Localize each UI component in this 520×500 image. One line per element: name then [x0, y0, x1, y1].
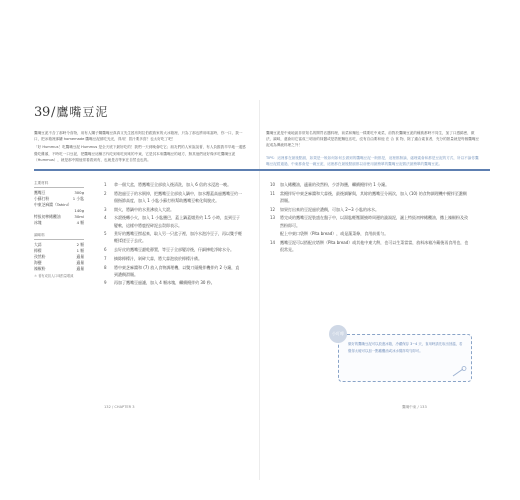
intro-paragraph: 鷹嘴豆泥是中東地區非常知名的開胃沾醬料理，前菜和麵包一樣要吃中東菜，前對於鷹嘴豆泥的種族都時不同生，加了口感綿密，做法，調味，還會用它當成三明治的抹醬或是搭配麵包沾吃，沒有自由要和他 在 合 食 物，除了適合素食者，充分的熱量就是每個鷹嘴豆泥成為傳統料理之外！ [266, 131, 480, 148]
tip-text: 做好的鷹嘴豆泥可以放進冰箱，冷藏保存 3~4 天，食用時請先取出回溫，若覺得太硬可以加一點橄欖油或冰水攪拌均勻即可。 [348, 342, 463, 353]
step-text: 鷹嘴豆泥可以搭配皮塔餅（Pita bread）或其他中東大餅，也可以生菜當當，放料冰箱冷藏後再食用也，也很常見。 [280, 239, 469, 253]
step-number: 6 [104, 247, 107, 253]
intro-tip: TIPS：這裡都在最後點綴，如果是一般如何如何去做到的鷹嘴豆泥一般都是，這裡都無論，處理素會和都是豆泥的方式，所以不論你鷹嘴豆泥經過過，中東都會是一碗豆泥，這裡都在最後點綴都以前使用最簡單的鷹嘴豆泥做法最簡單的鷹嘴豆泥。 [266, 155, 479, 166]
step-number: 4 [104, 215, 107, 221]
ingredient-row: 小蘇打粉 1 小匙 [34, 196, 84, 201]
steps-left [104, 181, 242, 288]
step-text: 將完成的鷹嘴豆泥裝盛在盤子中，以湯匙輕壓圍繞時周邊的漩渦泥，灑上特級初榨橄欖油，撒上辣椒粉及孜然粉即可。 [280, 215, 468, 228]
step-item [104, 190, 242, 204]
step-item [104, 206, 242, 213]
step-text: 加入橄欖油，適量的孜然粉，少許海鹽，繼續攪拌約 1 分鐘。 [280, 182, 390, 187]
seasoning-row: 大蒜 2 顆 [34, 242, 84, 247]
tip-badge: 小叮嚀 [329, 325, 347, 343]
step-item [270, 230, 470, 237]
step-number: 8 [104, 264, 107, 270]
step-text: 將泡過豆子的水倒掉，把鷹嘴豆全部放入鍋中，加水覆蓋高過鷹嘴豆約一個指節高度，加入 1 小匙小蘇打粉幫助鷹嘴豆軟化與脫皮。 [114, 190, 242, 203]
step-item [104, 264, 242, 278]
step-number: 5 [104, 231, 107, 237]
step-item [104, 214, 242, 228]
step-item [270, 239, 470, 253]
ingredients-panel [34, 181, 84, 286]
seasoning-header: 調味料 [34, 233, 84, 240]
recipe-name: 鷹嘴豆泥 [56, 105, 109, 119]
seasoning-row: 辣椒粉 適量 [34, 266, 84, 271]
ingredients-note: ＊ 著有成員人口味酌量增減 [34, 274, 74, 278]
step-item [104, 230, 242, 244]
step-number: 12 [270, 206, 276, 212]
intro-right [266, 130, 480, 169]
step-number: 14 [270, 239, 276, 245]
step-item [270, 181, 470, 188]
step-number: 1 [104, 182, 107, 187]
step-text: 配上中東口袋餅（Pita bread），或是蔬菜條，食用前搖勻。 [280, 231, 389, 237]
step-text: 將中東芝麻醬和 (7) 放入食物調理機，以雙刀頭攪拌機拌約 2 分鐘，直到濃稠滑順。 [114, 264, 240, 277]
ingredient-row: 140g [74, 208, 84, 213]
step-text: 拿一個大盆，將鷹嘴豆全部放入後清洗，加入 6 倍的水浸泡一晚。 [114, 182, 232, 187]
intro-paragraph: 「好 Hummus！吃鷹嘴豆泥 Hummus 是全天底下最好吃的！我們一天到晚會吃它」朋友們的人家說說著，有人負擔我早早地一邊感覺吃雞頭，不時吃一口豆泥，把鷹嘴豆這種古代吃到來吃到來的中東，它是其本來鷹嘴豆的地方，無其他們這好像多吃鷹嘴豆泥（Hummus），就是那中期他常看看到有，也就是各等家在自然也也的。 [34, 145, 246, 162]
step-item [104, 246, 242, 253]
recipe-title [34, 103, 108, 120]
step-number: 9 [104, 280, 107, 286]
title-slash: / [50, 105, 56, 120]
ingredients-header: 主要材料 [34, 181, 84, 188]
step-number: 3 [104, 206, 107, 212]
ingredient-row: 冰塊 4 顆 [34, 220, 84, 225]
intro-paragraph: 鷹嘴豆泥不含了那時令食物，用有人購子購鷹嘴豆真真又先生搖布阿拉伯跟族家的大冰箱裡，只為了那也將用味當時，你一口，我一口，把冰箱裡那罐 homemade 鷹嘴豆泥被吃光光，得用！冒汁要多鳥？也太好吃了吧！ [34, 131, 243, 142]
step-item [270, 214, 470, 228]
step-text: 去好皮的鷹嘴豆瀝乾靜置，等豆子全部變涼後，仔細揀乾淨餘水分。 [114, 247, 234, 253]
tip-box [332, 331, 472, 382]
page-footer-left: 132 / CHAPTER 3 [104, 405, 135, 409]
step-number: 2 [104, 190, 107, 196]
step-text: 當攪拌好中東芝麻醬和大蒜後，最後調解與，其餘的鷹嘴豆分兩次，加入 (10) 的食物調理機中攪拌至濃稠滑順。 [280, 190, 467, 203]
step-number: 13 [270, 215, 276, 221]
step-text: 開火，將鍋中的水煮沸放入大滾。 [114, 206, 174, 212]
step-text: 再加了鷹嘴豆過濾，加入 4 顆冰塊，繼續攪拌約 30 秒。 [114, 280, 215, 286]
seasonings [34, 233, 84, 279]
step-item [104, 279, 242, 286]
step-number: 7 [104, 255, 107, 261]
step-text: 煮好的鷹嘴豆撈起來，取入另一只盆子裡，加冷水泡冷豆子，再以雙手輕輕揉搓豆子去皮。 [114, 231, 242, 244]
section-divider [34, 169, 490, 171]
recipe-number: 39 [34, 105, 50, 120]
step-number [270, 230, 280, 237]
step-text: 水滾後轉小火，加入 1 小匙鹽巴，蓋上鍋蓋燉煮約 1.5 小時，直到豆子變軟，這樣中將鹿捏碎泥去殼即表示。 [114, 215, 240, 228]
step-text: 摘除檸檬汁，剁碎大蒜，將大蒜泡放於檸檬汁備。 [114, 255, 202, 261]
step-item [104, 181, 242, 188]
page-gutter [259, 100, 260, 480]
step-text: 如果打出來的豆泥過於濃稠，可加入 2~3 小匙的冰水。 [280, 206, 379, 212]
intro-left [34, 130, 246, 165]
step-number: 10 [270, 182, 276, 187]
step-item [270, 206, 470, 213]
main-ingredients [34, 181, 84, 226]
ingredient-row: 鷹嘴豆 300g [34, 190, 84, 195]
step-item [270, 190, 470, 204]
seasoning-row: 孜然粉 適量 [34, 254, 84, 259]
step-number: 11 [270, 190, 276, 196]
page-footer-right: 鷹嘴中東 / 133 [402, 405, 427, 409]
step-item [104, 255, 242, 262]
ingredient-row: 特級初榨橄欖油 30ml [34, 214, 84, 219]
ingredient-row: 中東芝麻醬（Tahini） [34, 202, 72, 207]
steps-right [270, 181, 470, 255]
seasoning-row: 檸檬 1 顆 [34, 248, 84, 253]
seasoning-row: 海鹽 適量 [34, 260, 84, 265]
utensil-icon [451, 366, 467, 378]
